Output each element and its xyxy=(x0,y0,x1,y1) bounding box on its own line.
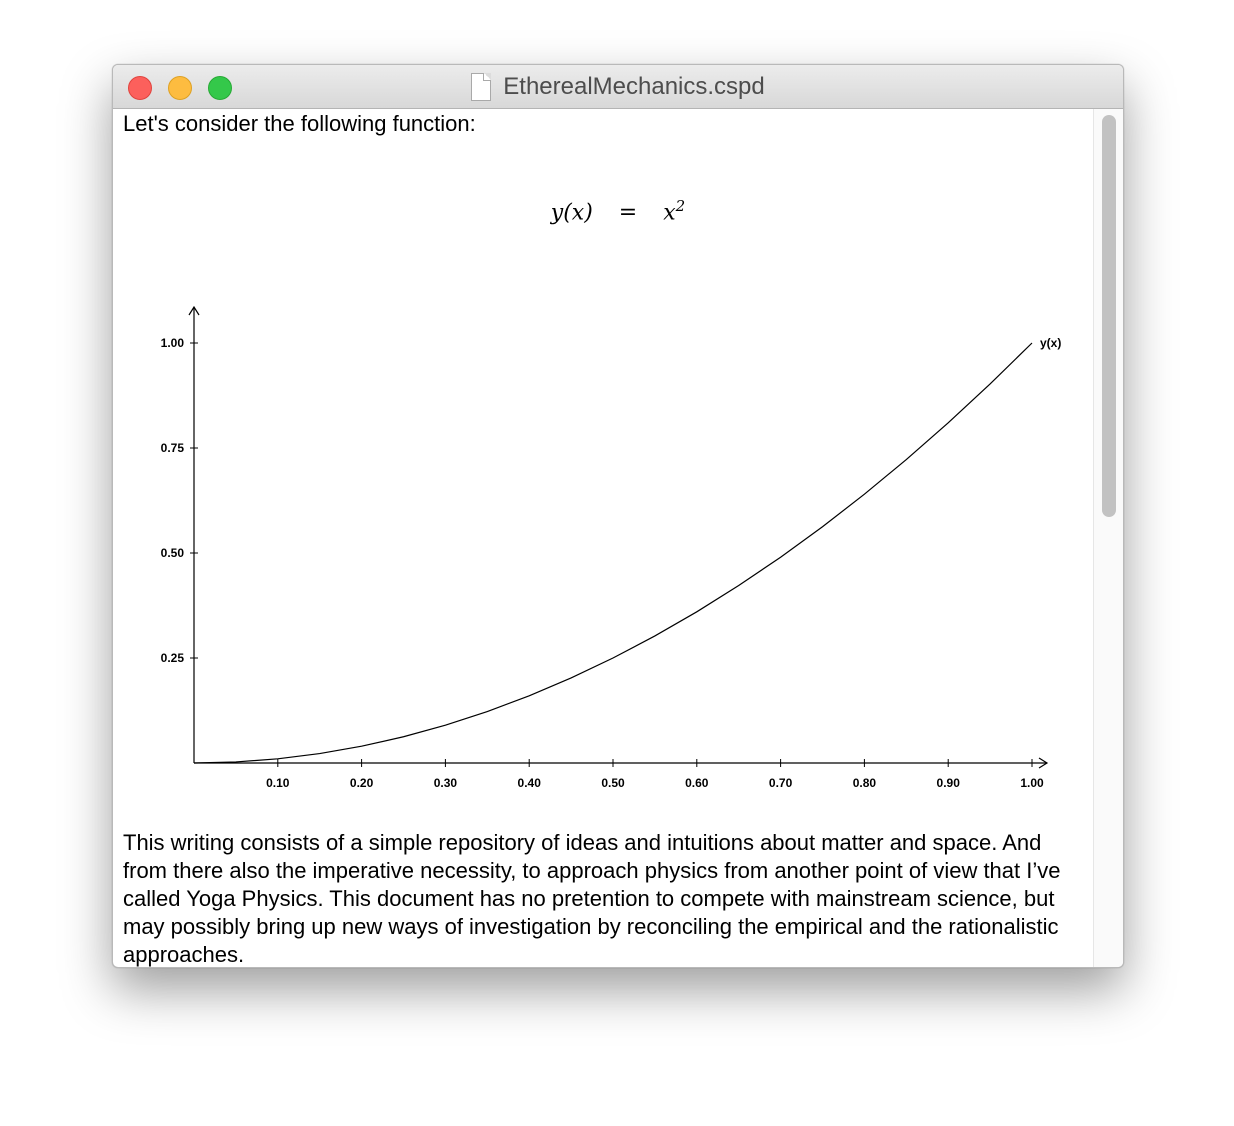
vertical-scrollbar[interactable] xyxy=(1093,109,1123,967)
formula-rhs-exponent: 2 xyxy=(675,197,686,215)
series-label: y(x) xyxy=(1040,336,1062,350)
series-line xyxy=(194,343,1032,763)
title-wrap xyxy=(113,65,1123,108)
formula-lhs: y(x) xyxy=(550,200,593,226)
x-tick-label: 0.60 xyxy=(685,776,709,790)
function-plot xyxy=(113,239,1093,799)
y-tick-label: 0.25 xyxy=(160,651,184,665)
x-tick-label: 0.10 xyxy=(266,776,290,790)
scrollbar-thumb[interactable] xyxy=(1102,115,1116,517)
x-tick-label: 1.00 xyxy=(1020,776,1044,790)
window-title: EtherealMechanics.cspd xyxy=(503,72,765,100)
formula xyxy=(113,197,1093,225)
body-paragraph: This writing consists of a simple repository of ideas and intuitions about matter and space. And from there also the imperative necessity, to approach physics from another point of view that I’ve called Yoga Physics. This document has no pretention to compete with mainstream science, but may possibly bring up new ways of investigation by reconciling the empirical and the rationalistic approaches. xyxy=(123,830,1061,967)
x-tick-label: 0.30 xyxy=(433,776,458,790)
y-tick-label: 0.75 xyxy=(160,441,184,455)
x-tick-label: 0.50 xyxy=(601,776,625,790)
x-tick-label: 0.90 xyxy=(936,776,960,790)
y-tick-label: 1.00 xyxy=(160,336,184,350)
x-tick-label: 0.80 xyxy=(852,776,877,790)
formula-equals: = xyxy=(618,200,638,226)
formula-rhs-base: x xyxy=(663,200,676,226)
intro-text: Let's consider the following function: xyxy=(123,111,476,136)
document-icon xyxy=(471,73,491,101)
x-tick-label: 0.20 xyxy=(349,776,374,790)
title-bar[interactable] xyxy=(113,65,1123,109)
y-tick-label: 0.50 xyxy=(160,546,184,560)
app-window xyxy=(112,64,1124,968)
document-content[interactable] xyxy=(113,109,1093,967)
x-tick-label: 0.70 xyxy=(768,776,793,790)
x-tick-label: 0.40 xyxy=(517,776,541,790)
